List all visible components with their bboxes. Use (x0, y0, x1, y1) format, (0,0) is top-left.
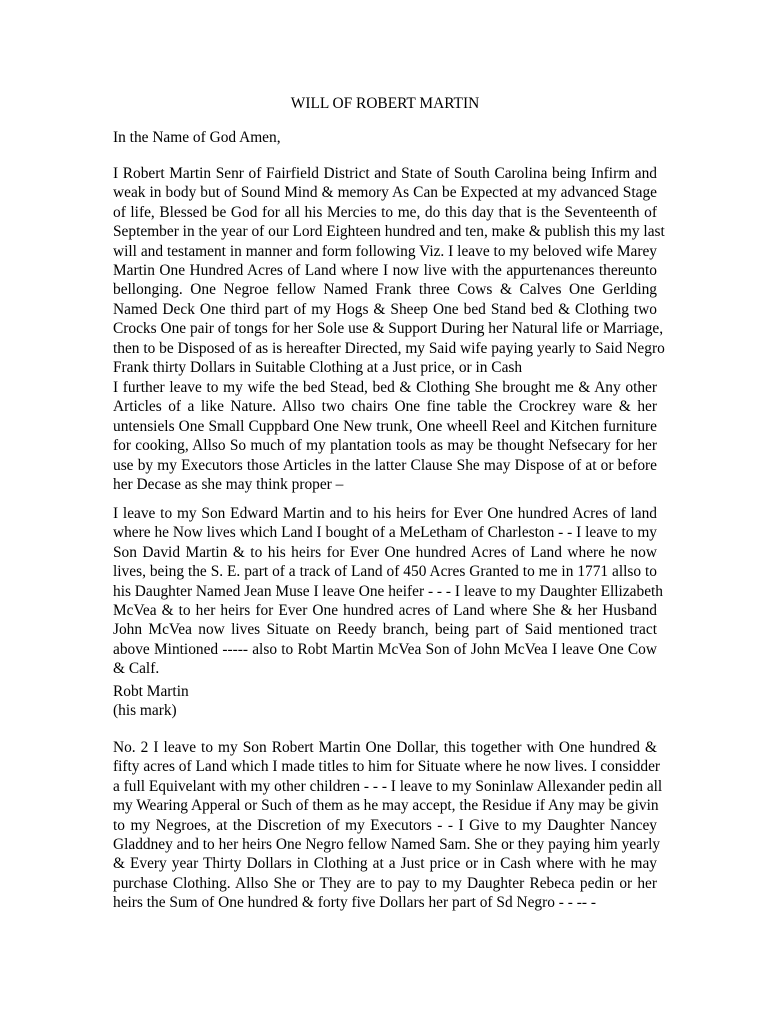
paragraph-line: Gladdney and to her heirs One Negro fellow Named Sam. She or they paying him yearly (113, 835, 661, 853)
signature-block (113, 682, 657, 721)
paragraph-line: his Daughter Named Jean Muse I leave One heifer - - - I leave to my Daughter Ellizabeth (113, 582, 663, 600)
signature-name: Robt Martin (113, 683, 189, 700)
paragraph-4 (113, 738, 663, 913)
paragraph-line: bellonging. One Negroe fellow Named Frank three Cows & Calves One Gerlding (113, 281, 657, 299)
paragraph-line: Martin One Hundred Acres of Land where I now live with the appurtenances thereunto (113, 261, 657, 279)
paragraph-line: McVea & to her heirs for Ever One hundred acres of Land where She & her Husband (113, 601, 657, 619)
paragraph-line: John McVea now lives Situate on Reedy branch, being part of Said mentioned tract (113, 621, 657, 639)
paragraph-line: then to be Disposed of as is hereafter Directed, my Said wife paying yearly to Said Negro (113, 339, 665, 357)
paragraph-line: No. 2 I leave to my Son Robert Martin One Dollar, this together with One hundred & (113, 739, 657, 756)
paragraph-line: Son David Martin & to his heirs for Ever One hundred Acres of Land where he now (113, 543, 657, 561)
paragraph-line: will and testament in manner and form following Viz. I leave to my beloved wife Marey (113, 242, 657, 260)
paragraph-2 (113, 378, 657, 494)
paragraph-line: Crocks One pair of tongs for her Sole use & Support During her Natural life or Marriage, (113, 320, 664, 338)
opening-text: In the Name of God Amen, (113, 129, 281, 146)
paragraph-line: her Decase as she may think proper – (113, 475, 344, 493)
paragraph-line: I further leave to my wife the bed Stead, bed & Clothing She brought me & Any other (113, 379, 657, 396)
signature-mark: (his mark) (113, 702, 177, 720)
paragraph-line: Articles of a like Nature. Allso two chairs One fine table the Crockrey ware & her (113, 398, 657, 416)
paragraph-line: purchase Clothing. Allso She or They are to pay to my Daughter Rebeca pedin or her (113, 874, 657, 892)
paragraph-line: a full Equivelant with my other children - - - I leave to my Soninlaw Allexander pedin all (113, 777, 663, 795)
paragraph-line: of life, Blessed be God for all his Mercies to me, do this day that is the Seventeenth of (113, 203, 657, 221)
paragraph-line: I leave to my Son Edward Martin and to his heirs for Ever One hundred Acres of land (113, 505, 657, 522)
paragraph-line: lives, being the S. E. part of a track of Land of 450 Acres Granted to me in 1771 allso to (113, 563, 657, 581)
document-title: WILL OF ROBERT MARTIN (290, 95, 480, 112)
paragraph-line: for cooking, Allso So much of my plantation tools as may be thought Nefsecary for her (113, 437, 657, 455)
paragraph-3 (113, 504, 663, 679)
paragraph-line: Named Deck One third part of my Hogs & Sheep One bed Stand bed & Clothing two (113, 300, 657, 318)
opening-line (113, 128, 657, 147)
paragraph-line: & Every year Thirty Dollars in Clothing at a Just price or in Cash where with he may (113, 855, 657, 873)
paragraph-line: my Wearing Apperal or Such of them as he may accept, the Residue if Any may be givin (113, 797, 659, 815)
paragraph-line: I Robert Martin Senr of Fairfield District and State of South Carolina being Infirm and (113, 165, 657, 182)
paragraph-line: & Calf. (113, 660, 160, 678)
paragraph-line: Frank thirty Dollars in Suitable Clothing at a Just price, or in Cash (113, 358, 523, 376)
paragraph-line: use by my Executors those Articles in the latter Clause She may Dispose of at or before (113, 456, 657, 474)
paragraph-line: September in the year of our Lord Eighteen hundred and ten, make & publish this my last (113, 223, 665, 241)
paragraph-line: weak in body but of Sound Mind & memory As Can be Expected at my advanced Stage (113, 184, 657, 202)
paragraph-line: above Mintioned ----- also to Robt Martin McVea Son of John McVea I leave One Cow (113, 640, 657, 658)
paragraph-line: untensiels One Small Cuppbard One New trunk, One wheell Reel and Kitchen furniture (113, 417, 657, 435)
paragraph-line: where he Now lives which Land I bought of a MeLetham of Charleston - - I leave to my (113, 524, 657, 542)
paragraph-line: fifty acres of Land which I made titles to him for Situate where he now lives. I considder (113, 758, 661, 776)
paragraph-1 (113, 164, 665, 377)
paragraph-line: heirs the Sum of One hundred & forty five Dollars her part of Sd Negro - - -- - (113, 894, 596, 912)
paragraph-line: to my Negroes, at the Discretion of my Executors - - I Give to my Daughter Nancey (113, 816, 657, 834)
